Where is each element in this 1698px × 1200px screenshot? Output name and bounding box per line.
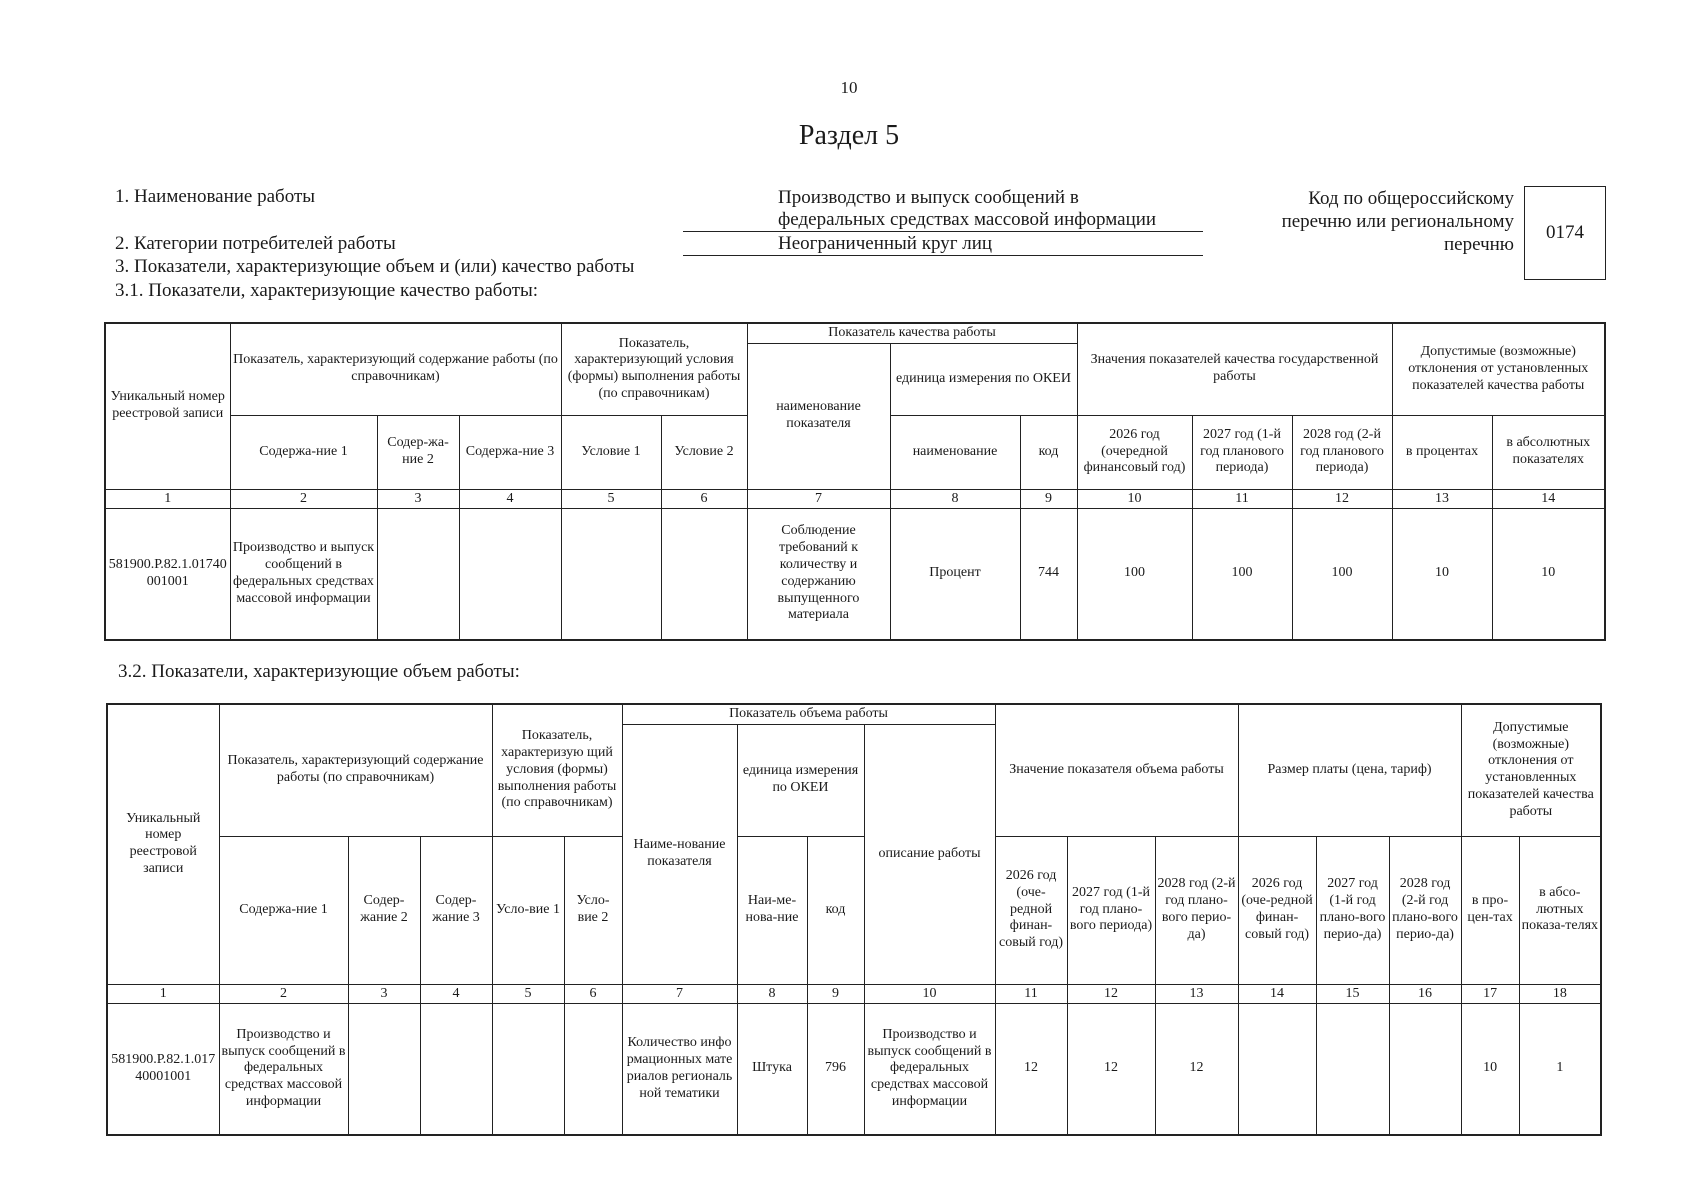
th-conditions-indicator: Показатель, характеризую щий условия (формы) выполнения работы (по справочникам)	[492, 704, 622, 836]
col-number: 2	[219, 984, 348, 1003]
th-quality-indicator: Показатель качества работы	[747, 323, 1077, 343]
th-deviation-percent: в процентах	[1392, 415, 1492, 489]
th-deviation-percent: в про-цен-тах	[1461, 836, 1519, 984]
th-condition-1: Условие 1	[561, 415, 661, 489]
code-label-line1: Код по общероссийскому	[1308, 188, 1514, 209]
col-number: 9	[807, 984, 864, 1003]
col-number: 9	[1020, 489, 1077, 508]
row-content-2	[377, 508, 459, 640]
th-volume-indicator: Показатель объема работы	[622, 704, 995, 724]
row-indicator-name: Количество информационных материалов региональной тематики	[622, 1003, 737, 1135]
th-condition-1: Усло-вие 1	[492, 836, 564, 984]
col-number: 11	[995, 984, 1067, 1003]
row-condition-2	[564, 1003, 622, 1135]
th-content-indicator: Показатель, характеризующий содержание работы (по справочникам)	[230, 323, 561, 415]
work-name-label: 1. Наименование работы	[115, 186, 316, 207]
col-number: 12	[1067, 984, 1155, 1003]
th-value-2027: 2027 год (1-й год плано-вого периода)	[1067, 836, 1155, 984]
th-content-2: Содер-жа-ние 2	[377, 415, 459, 489]
col-number: 13	[1392, 489, 1492, 508]
th-deviation-absolute: в абсолютных показателях	[1492, 415, 1605, 489]
th-work-description: описание работы	[864, 724, 995, 984]
th-unit-code: код	[1020, 415, 1077, 489]
th-year-2027: 2027 год (1-й год планового периода)	[1192, 415, 1292, 489]
row-unique-number: 581900.Р.82.1.01740001001	[107, 1003, 219, 1135]
row-content-3	[420, 1003, 492, 1135]
col-number: 4	[420, 984, 492, 1003]
row-unit-code: 744	[1020, 508, 1077, 640]
consumers-label: 2. Категории потребителей работы	[115, 233, 396, 254]
col-number: 2	[230, 489, 377, 508]
th-value-2026: 2026 год (оче-редной финан-совый год)	[995, 836, 1067, 984]
consumers-value: Неограниченный круг лиц	[683, 233, 1203, 256]
registry-code-box	[1524, 186, 1606, 280]
col-number: 6	[564, 984, 622, 1003]
col-number: 3	[348, 984, 420, 1003]
col-number: 13	[1155, 984, 1238, 1003]
th-content-2: Содер-жание 2	[348, 836, 420, 984]
row-fee-2026	[1238, 1003, 1316, 1135]
indicators-label: 3. Показатели, характеризующие объем и (или) качество работы	[115, 256, 635, 277]
th-unit-okei: единица измерения по ОКЕИ	[737, 724, 864, 836]
row-value-2026: 12	[995, 1003, 1067, 1135]
col-number: 1	[105, 489, 230, 508]
row-value-2026: 100	[1077, 508, 1192, 640]
row-unit-name: Штука	[737, 1003, 807, 1135]
work-name-value-line2: федеральных средствах массовой информации	[683, 209, 1203, 232]
col-number: 14	[1492, 489, 1605, 508]
row-indicator-name: Соблюдение требований к количеству и содержанию выпущенного материала	[747, 508, 890, 640]
code-label	[1230, 187, 1514, 256]
th-quality-values: Значения показателей качества государственной работы	[1077, 323, 1392, 415]
th-fee-size: Размер платы (цена, тариф)	[1238, 704, 1461, 836]
th-content-3: Содержа-ние 3	[459, 415, 561, 489]
th-fee-2026: 2026 год (оче-редной финан-совый год)	[1238, 836, 1316, 984]
th-unit-code: код	[807, 836, 864, 984]
th-fee-2027: 2027 год (1-й год плано-вого перио-да)	[1316, 836, 1389, 984]
th-condition-2: Условие 2	[661, 415, 747, 489]
row-content-3	[459, 508, 561, 640]
row-deviation-percent: 10	[1392, 508, 1492, 640]
col-number: 5	[492, 984, 564, 1003]
table-row	[105, 508, 1605, 640]
th-year-2028: 2028 год (2-й год планового периода)	[1292, 415, 1392, 489]
row-content-1: Производство и выпуск сообщений в федеральных средствах массовой информации	[230, 508, 377, 640]
th-content-3: Содер-жание 3	[420, 836, 492, 984]
row-deviation-percent: 10	[1461, 1003, 1519, 1135]
th-year-2026: 2026 год (очередной финансовый год)	[1077, 415, 1192, 489]
col-number: 7	[622, 984, 737, 1003]
row-content-1: Производство и выпуск сообщений в федеральных средствах массовой информации	[219, 1003, 348, 1135]
col-number: 8	[890, 489, 1020, 508]
col-number: 12	[1292, 489, 1392, 508]
th-content-indicator: Показатель, характеризующий содержание работы (по справочникам)	[219, 704, 492, 836]
work-name-value-line1: Производство и выпуск сообщений в	[778, 187, 1079, 208]
th-unit-name: наименование	[890, 415, 1020, 489]
th-deviation: Допустимые (возможные) отклонения от установленных показателей качества работы	[1461, 704, 1601, 836]
col-number: 1	[107, 984, 219, 1003]
th-conditions-indicator: Показатель, характеризующий условия (формы) выполнения работы (по справочникам)	[561, 323, 747, 415]
th-unique-number: Уникальный номер реестровой записи	[105, 323, 230, 489]
col-number: 15	[1316, 984, 1389, 1003]
row-fee-2027	[1316, 1003, 1389, 1135]
quality-section-label: 3.1. Показатели, характеризующие качество работы:	[115, 280, 539, 301]
th-value-2028: 2028 год (2-й год плано-вого перио-да)	[1155, 836, 1238, 984]
col-number: 8	[737, 984, 807, 1003]
row-value-2027: 100	[1192, 508, 1292, 640]
row-fee-2028	[1389, 1003, 1461, 1135]
row-unit-name: Процент	[890, 508, 1020, 640]
table-row	[107, 1003, 1601, 1135]
col-number: 7	[747, 489, 890, 508]
col-number: 18	[1519, 984, 1601, 1003]
col-number: 10	[1077, 489, 1192, 508]
row-condition-1	[561, 508, 661, 640]
th-deviation-absolute: в абсо-лютных показа-телях	[1519, 836, 1601, 984]
th-content-1: Содержа-ние 1	[219, 836, 348, 984]
col-number: 14	[1238, 984, 1316, 1003]
col-number: 16	[1389, 984, 1461, 1003]
th-content-1: Содержа-ние 1	[230, 415, 377, 489]
row-condition-2	[661, 508, 747, 640]
code-label-line2: перечню или региональному	[1281, 211, 1514, 232]
row-value-2027: 12	[1067, 1003, 1155, 1135]
col-number: 4	[459, 489, 561, 508]
th-indicator-name: Наиме-нование показателя	[622, 724, 737, 984]
row-content-2	[348, 1003, 420, 1135]
code-label-line3: перечню	[1444, 234, 1514, 255]
th-unique-number: Уникальный номер реестровой записи	[107, 704, 219, 984]
col-number: 6	[661, 489, 747, 508]
col-number: 10	[864, 984, 995, 1003]
row-value-2028: 100	[1292, 508, 1392, 640]
quality-indicators-table	[104, 322, 1606, 641]
th-condition-2: Усло-вие 2	[564, 836, 622, 984]
row-unit-code: 796	[807, 1003, 864, 1135]
col-number: 17	[1461, 984, 1519, 1003]
volume-indicators-table	[106, 703, 1602, 1136]
column-numbers-row	[107, 984, 1601, 1003]
col-number: 3	[377, 489, 459, 508]
page-number: 10	[840, 78, 858, 97]
th-unit-name: Наи-ме-нова-ние	[737, 836, 807, 984]
col-number: 11	[1192, 489, 1292, 508]
th-fee-2028: 2028 год (2-й год плано-вого перио-да)	[1389, 836, 1461, 984]
row-condition-1	[492, 1003, 564, 1135]
row-unique-number: 581900.Р.82.1.01740001001	[105, 508, 230, 640]
registry-code-value: 0174	[1546, 222, 1584, 243]
row-deviation-absolute: 1	[1519, 1003, 1601, 1135]
col-number: 5	[561, 489, 661, 508]
volume-section-label: 3.2. Показатели, характеризующие объем работы:	[118, 661, 520, 682]
row-value-2028: 12	[1155, 1003, 1238, 1135]
th-deviation: Допустимые (возможные) отклонения от установленных показателей качества работы	[1392, 323, 1605, 415]
section-title: Раздел 5	[798, 120, 900, 151]
th-indicator-name: наименование показателя	[747, 343, 890, 489]
row-deviation-absolute: 10	[1492, 508, 1605, 640]
th-unit-okei: единица измерения по ОКЕИ	[890, 343, 1077, 415]
column-numbers-row	[105, 489, 1605, 508]
row-work-description: Производство и выпуск сообщений в федеральных средствах массовой информации	[864, 1003, 995, 1135]
th-volume-values: Значение показателя объема работы	[995, 704, 1238, 836]
